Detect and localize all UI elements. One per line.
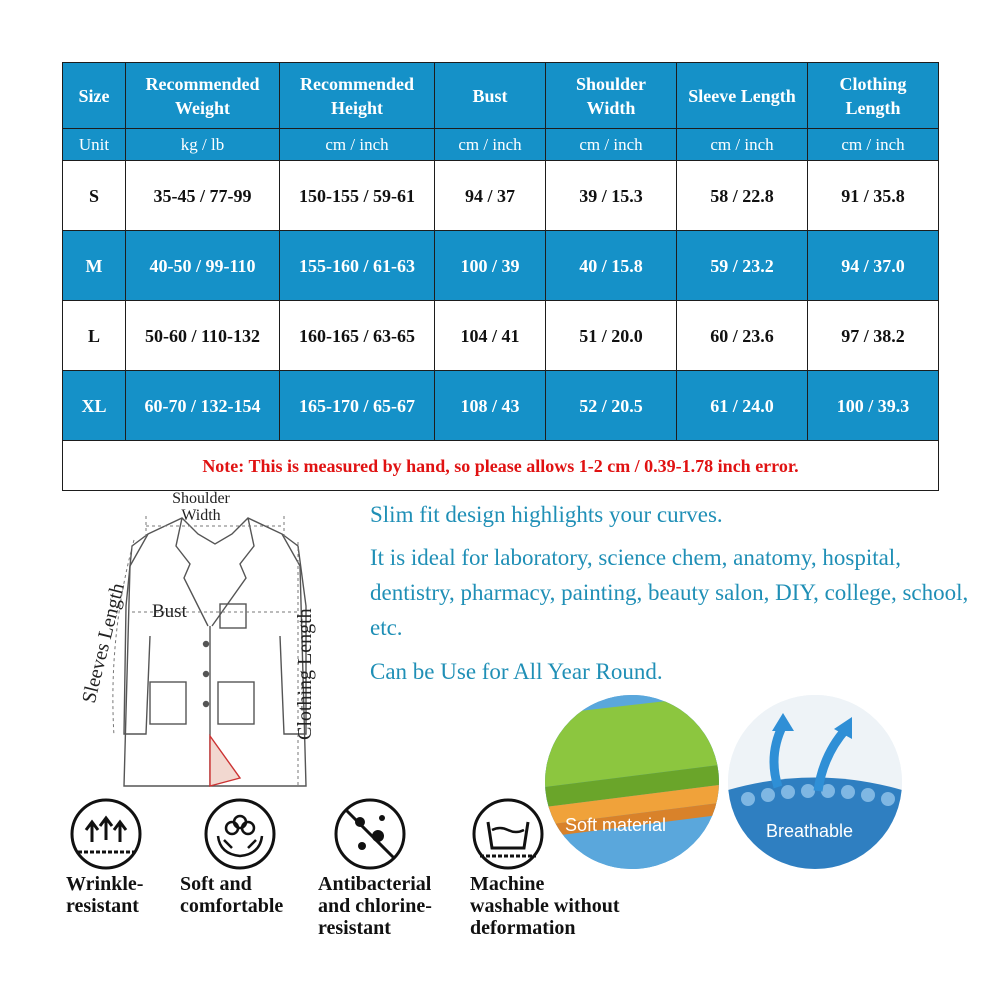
size-chart-table	[62, 62, 939, 491]
table-cell: M	[63, 231, 126, 301]
table-cell: 40 / 15.8	[546, 231, 677, 301]
table-cell: 58 / 22.8	[677, 161, 808, 231]
table-cell: 59 / 23.2	[677, 231, 808, 301]
unit-cell: kg / lb	[126, 129, 280, 161]
unit-cell: cm / inch	[808, 129, 939, 161]
table-row	[63, 161, 939, 231]
unit-cell: cm / inch	[546, 129, 677, 161]
soft-comfortable-label: Soft and comfortable	[180, 873, 284, 917]
table-cell: 39 / 15.3	[546, 161, 677, 231]
table-cell: L	[63, 301, 126, 371]
header-cell: Clothing Length	[808, 63, 939, 129]
fabric-layers-icon	[545, 695, 719, 869]
usage-text: It is ideal for laboratory, science chem, anatomy, hospital, dentistry, pharmacy, painting, beauty salon, DIY, college, school, etc.	[370, 545, 969, 640]
coat-collar	[176, 518, 254, 626]
table-unit-row	[63, 129, 939, 161]
soft-material-badge	[545, 695, 719, 869]
table-header-row	[63, 63, 939, 129]
table-cell: 61 / 24.0	[677, 371, 808, 441]
table-row	[63, 231, 939, 301]
cotton-hands-icon	[202, 796, 278, 872]
table-cell: 160-165 / 63-65	[280, 301, 435, 371]
table-row	[63, 301, 939, 371]
table-cell: S	[63, 161, 126, 231]
table-row	[63, 371, 939, 441]
table-cell: XL	[63, 371, 126, 441]
table-cell: 60-70 / 132-154	[126, 371, 280, 441]
table-cell: 35-45 / 77-99	[126, 161, 280, 231]
header-cell: Recommended Weight	[126, 63, 280, 129]
breathable-badge	[728, 695, 902, 869]
table-cell: 150-155 / 59-61	[280, 161, 435, 231]
header-cell: Size	[63, 63, 126, 129]
table-cell: 97 / 38.2	[808, 301, 939, 371]
wrinkle-resistant-icon	[68, 796, 144, 872]
table-cell: 40-50 / 99-110	[126, 231, 280, 301]
table-cell: 50-60 / 110-132	[126, 301, 280, 371]
shoulder-width-label: Shoulder Width	[172, 490, 230, 524]
table-cell: 104 / 41	[435, 301, 546, 371]
wrinkle-resistant-label: Wrinkle- resistant	[66, 873, 144, 917]
machine-washable-label: Machine washable without deformation	[470, 873, 620, 939]
all-year-text: Can be Use for All Year Round.	[370, 659, 663, 684]
clothing-length-label: Clothing Length	[294, 608, 316, 740]
sleeves-length-label: Sleeves Length	[78, 580, 130, 706]
table-cell: 94 / 37.0	[808, 231, 939, 301]
header-cell: Sleeve Length	[677, 63, 808, 129]
table-cell: 165-170 / 65-67	[280, 371, 435, 441]
table-cell: 155-160 / 61-63	[280, 231, 435, 301]
antibacterial-label: Antibacterial and chlorine- resistant	[318, 873, 432, 939]
unit-cell: cm / inch	[677, 129, 808, 161]
antibacterial-icon	[332, 796, 408, 872]
table-cell: 100 / 39.3	[808, 371, 939, 441]
unit-cell: cm / inch	[435, 129, 546, 161]
table-cell: 60 / 23.6	[677, 301, 808, 371]
table-cell: 51 / 20.0	[546, 301, 677, 371]
header-cell: Bust	[435, 63, 546, 129]
breathable-arrows-icon	[728, 695, 902, 869]
table-cell: 94 / 37	[435, 161, 546, 231]
table-note-row	[63, 441, 939, 491]
breathable-caption: Breathable	[766, 821, 854, 841]
header-cell: Shoulder Width	[546, 63, 677, 129]
unit-cell: cm / inch	[280, 129, 435, 161]
table-cell: 108 / 43	[435, 371, 546, 441]
bust-label: Bust	[152, 601, 187, 622]
header-cell: Recommended Height	[280, 63, 435, 129]
unit-cell: Unit	[63, 129, 126, 161]
coat-lining	[210, 736, 240, 786]
soft-material-caption: Soft material	[565, 815, 667, 835]
machine-wash-icon	[470, 796, 546, 872]
table-cell: 91 / 35.8	[808, 161, 939, 231]
measurement-note: Note: This is measured by hand, so please allows 1-2 cm / 0.39-1.78 inch error.	[63, 441, 939, 491]
table-cell: 100 / 39	[435, 231, 546, 301]
table-cell: 52 / 20.5	[546, 371, 677, 441]
slim-fit-text: Slim fit design highlights your curves.	[370, 502, 723, 527]
